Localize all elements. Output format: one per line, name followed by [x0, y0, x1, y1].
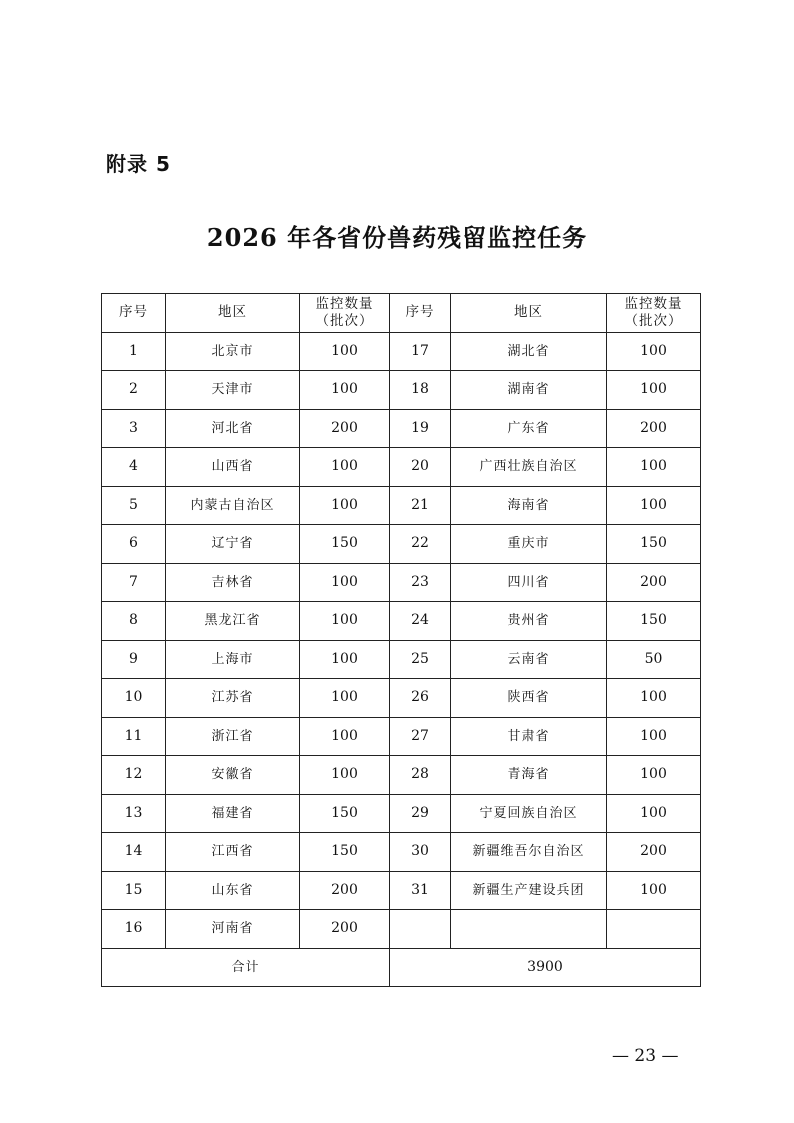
- right-no-cell: 27: [390, 717, 451, 756]
- left-count-cell: 100: [300, 679, 390, 718]
- appendix-label: 附录 5: [106, 152, 171, 176]
- left-no-cell: 15: [102, 871, 166, 910]
- right-count-cell: 100: [607, 679, 701, 718]
- left-no-cell: 9: [102, 640, 166, 679]
- total-label: 合计: [102, 948, 390, 987]
- right-region-cell: 青海省: [451, 756, 607, 795]
- left-no-cell: 4: [102, 448, 166, 487]
- header-no-left: 序号: [102, 294, 166, 333]
- left-region-cell: 北京市: [166, 332, 300, 371]
- table-body: [102, 332, 701, 948]
- header-region-left: 地区: [166, 294, 300, 333]
- right-region-cell: 广西壮族自治区: [451, 448, 607, 487]
- left-region-cell: 上海市: [166, 640, 300, 679]
- header-count-line1: 监控数量: [624, 295, 683, 312]
- header-count-line2: （批次）: [315, 312, 374, 329]
- page-number: — 23 —: [612, 1046, 679, 1066]
- right-no-cell: 31: [390, 871, 451, 910]
- table-row: [102, 563, 701, 602]
- header-count-right: [607, 294, 701, 333]
- left-count-cell: 100: [300, 602, 390, 641]
- left-region-cell: 浙江省: [166, 717, 300, 756]
- right-no-cell: 23: [390, 563, 451, 602]
- left-count-cell: 100: [300, 448, 390, 487]
- left-no-cell: 3: [102, 409, 166, 448]
- total-value: 3900: [390, 948, 701, 987]
- left-no-cell: 5: [102, 486, 166, 525]
- right-region-cell: 新疆维吾尔自治区: [451, 833, 607, 872]
- left-region-cell: 黑龙江省: [166, 602, 300, 641]
- right-no-cell: 20: [390, 448, 451, 487]
- left-count-cell: 150: [300, 833, 390, 872]
- table-row: [102, 756, 701, 795]
- left-count-cell: 100: [300, 486, 390, 525]
- right-region-cell: 湖南省: [451, 371, 607, 410]
- right-region-cell: 海南省: [451, 486, 607, 525]
- left-count-cell: 200: [300, 910, 390, 949]
- left-no-cell: 7: [102, 563, 166, 602]
- table-row: [102, 640, 701, 679]
- right-count-cell: 100: [607, 871, 701, 910]
- right-count-cell: 100: [607, 717, 701, 756]
- table-row: [102, 525, 701, 564]
- table-row: [102, 409, 701, 448]
- right-count-cell: 200: [607, 563, 701, 602]
- left-count-cell: 100: [300, 332, 390, 371]
- right-no-cell: 26: [390, 679, 451, 718]
- left-count-cell: 100: [300, 563, 390, 602]
- right-region-cell: 宁夏回族自治区: [451, 794, 607, 833]
- table-row: [102, 794, 701, 833]
- left-region-cell: 江苏省: [166, 679, 300, 718]
- left-no-cell: 1: [102, 332, 166, 371]
- left-region-cell: 江西省: [166, 833, 300, 872]
- left-count-cell: 150: [300, 525, 390, 564]
- monitoring-task-table: [101, 293, 701, 987]
- left-region-cell: 山西省: [166, 448, 300, 487]
- right-region-cell: 云南省: [451, 640, 607, 679]
- right-region-cell: [451, 910, 607, 949]
- right-no-cell: 21: [390, 486, 451, 525]
- left-count-cell: 100: [300, 640, 390, 679]
- table-row: [102, 871, 701, 910]
- right-no-cell: 30: [390, 833, 451, 872]
- header-count-left: [300, 294, 390, 333]
- right-count-cell: 100: [607, 794, 701, 833]
- right-count-cell: [607, 910, 701, 949]
- left-count-cell: 150: [300, 794, 390, 833]
- table-row: [102, 833, 701, 872]
- left-count-cell: 200: [300, 409, 390, 448]
- right-no-cell: 18: [390, 371, 451, 410]
- left-no-cell: 6: [102, 525, 166, 564]
- left-no-cell: 12: [102, 756, 166, 795]
- left-no-cell: 13: [102, 794, 166, 833]
- left-region-cell: 内蒙古自治区: [166, 486, 300, 525]
- right-no-cell: 22: [390, 525, 451, 564]
- left-region-cell: 吉林省: [166, 563, 300, 602]
- left-region-cell: 辽宁省: [166, 525, 300, 564]
- right-count-cell: 150: [607, 602, 701, 641]
- right-region-cell: 新疆生产建设兵团: [451, 871, 607, 910]
- right-count-cell: 200: [607, 833, 701, 872]
- left-count-cell: 100: [300, 717, 390, 756]
- table-row: [102, 910, 701, 949]
- table-row: [102, 486, 701, 525]
- left-no-cell: 10: [102, 679, 166, 718]
- left-region-cell: 天津市: [166, 371, 300, 410]
- table-row: [102, 448, 701, 487]
- right-no-cell: 25: [390, 640, 451, 679]
- right-count-cell: 100: [607, 371, 701, 410]
- right-no-cell: 24: [390, 602, 451, 641]
- table-row: [102, 679, 701, 718]
- right-count-cell: 100: [607, 332, 701, 371]
- left-no-cell: 2: [102, 371, 166, 410]
- left-region-cell: 河南省: [166, 910, 300, 949]
- right-no-cell: 17: [390, 332, 451, 371]
- right-region-cell: 贵州省: [451, 602, 607, 641]
- right-count-cell: 100: [607, 756, 701, 795]
- document-title: 2026 年各省份兽药残留监控任务: [206, 223, 588, 252]
- right-count-cell: 50: [607, 640, 701, 679]
- right-count-cell: 100: [607, 448, 701, 487]
- total-row: [102, 948, 701, 987]
- right-region-cell: 陕西省: [451, 679, 607, 718]
- left-count-cell: 100: [300, 756, 390, 795]
- right-no-cell: [390, 910, 451, 949]
- table-row: [102, 602, 701, 641]
- right-region-cell: 广东省: [451, 409, 607, 448]
- left-no-cell: 14: [102, 833, 166, 872]
- left-count-cell: 200: [300, 871, 390, 910]
- header-no-right: 序号: [390, 294, 451, 333]
- right-count-cell: 200: [607, 409, 701, 448]
- header-region-right: 地区: [451, 294, 607, 333]
- header-count-line2: （批次）: [624, 312, 683, 329]
- left-region-cell: 山东省: [166, 871, 300, 910]
- table-header-row: [102, 294, 701, 333]
- right-region-cell: 甘肃省: [451, 717, 607, 756]
- left-no-cell: 16: [102, 910, 166, 949]
- header-count-line1: 监控数量: [315, 295, 374, 312]
- left-region-cell: 河北省: [166, 409, 300, 448]
- right-count-cell: 100: [607, 486, 701, 525]
- table-row: [102, 717, 701, 756]
- right-region-cell: 湖北省: [451, 332, 607, 371]
- right-no-cell: 19: [390, 409, 451, 448]
- left-no-cell: 8: [102, 602, 166, 641]
- left-count-cell: 100: [300, 371, 390, 410]
- right-no-cell: 28: [390, 756, 451, 795]
- right-no-cell: 29: [390, 794, 451, 833]
- left-no-cell: 11: [102, 717, 166, 756]
- right-region-cell: 重庆市: [451, 525, 607, 564]
- left-region-cell: 安徽省: [166, 756, 300, 795]
- table-row: [102, 371, 701, 410]
- right-region-cell: 四川省: [451, 563, 607, 602]
- right-count-cell: 150: [607, 525, 701, 564]
- left-region-cell: 福建省: [166, 794, 300, 833]
- table-row: [102, 332, 701, 371]
